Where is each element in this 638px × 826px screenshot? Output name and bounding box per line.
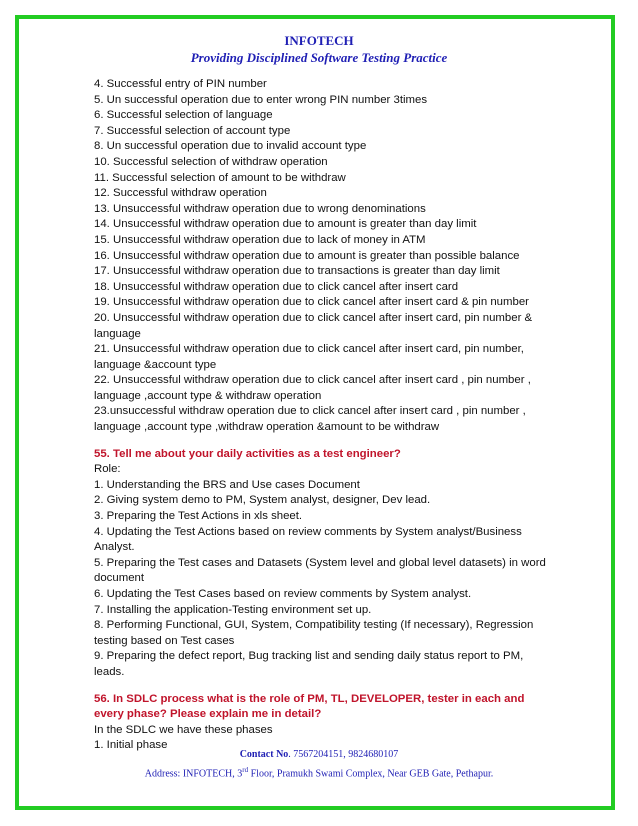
list-item: 5. Preparing the Test cases and Datasets (System level and global level datasets) in word document [94, 556, 546, 585]
list-item: 8. Un successful operation due to invalid account type [94, 140, 367, 153]
question-56-heading: 56. In SDLC process what is the role of PM, TL, DEVELOPER, tester in each and every phase? Please explain me in detail? [94, 692, 525, 721]
contact-line [0, 749, 638, 760]
list-item: 14. Unsuccessful withdraw operation due to amount is greater than day limit [94, 218, 477, 231]
company-tagline: Providing Disciplined Software Testing Practice [190, 50, 448, 65]
list-item: 3. Preparing the Test Actions in xls sheet. [94, 510, 303, 523]
address-prefix: Address: INFOTECH, 3 [144, 768, 243, 780]
list-item: 11. Successful selection of amount to be withdraw [94, 171, 346, 184]
list-item: 18. Unsuccessful withdraw operation due to click cancel after insert card [94, 280, 459, 293]
list-item: 7. Successful selection of account type [94, 124, 291, 137]
test-case-list [94, 77, 554, 436]
list-item: 15. Unsuccessful withdraw operation due to lack of money in ATM [94, 233, 426, 246]
list-item: 13. Unsuccessful withdraw operation due to wrong denominations [94, 202, 426, 215]
list-item: 1. Initial phase [94, 739, 168, 752]
activity-list [94, 478, 554, 681]
list-item: 9. Preparing the defect report, Bug tracking list and sending daily status report to PM, leads. [94, 650, 524, 678]
list-item: 4. Updating the Test Actions based on review comments by System analyst/Business Analyst. [94, 525, 522, 554]
list-item: 17. Unsuccessful withdraw operation due to transactions is greater than day limit [94, 265, 500, 278]
list-item: 10. Successful selection of withdraw operation [94, 155, 328, 168]
list-item: 19. Unsuccessful withdraw operation due to click cancel after insert card & pin number [94, 296, 529, 309]
address-suffix: Floor, Pramukh Swami Complex, Near GEB Gate, Pethapur. [248, 768, 494, 780]
list-item: 16. Unsuccessful withdraw operation due to amount is greater than possible balance [94, 249, 520, 262]
sdlc-intro: In the SDLC we have these phases [94, 723, 273, 736]
list-item: 6. Successful selection of language [94, 109, 273, 122]
address-line [0, 766, 638, 779]
document-body [94, 77, 554, 754]
list-item: 6. Updating the Test Cases based on review comments by System analyst. [94, 588, 472, 600]
list-item: 23.unsuccessful withdraw operation due to click cancel after insert card , pin number , language ,account type ,withdraw operation &amount to be withdraw [94, 405, 526, 434]
list-item: 1. Understanding the BRS and Use cases Document [94, 478, 360, 491]
contact-label: Contact No [239, 749, 289, 760]
list-item: 7. Installing the application-Testing environment set up. [94, 603, 372, 616]
list-item: 20. Unsuccessful withdraw operation due to click cancel after insert card, pin number & language [94, 311, 533, 340]
list-item: 8. Performing Functional, GUI, System, Compatibility testing (If necessary), Regression testing based on Test cases [94, 619, 534, 647]
list-item: 2. Giving system demo to PM, System analyst, designer, Dev lead. [94, 494, 431, 507]
address-superscript: rd [242, 766, 249, 774]
list-item: 12. Successful withdraw operation [94, 187, 267, 200]
list-item: 5. Un successful operation due to enter wrong PIN number 3times [94, 93, 428, 106]
contact-numbers: . 7567204151, 9824680107 [288, 749, 399, 760]
list-item: 4. Successful entry of PIN number [94, 78, 267, 90]
question-55-heading: 55. Tell me about your daily activities as a test engineer? [94, 447, 401, 460]
list-item: 21. Unsuccessful withdraw operation due to click cancel after insert card, pin number, language &account type [94, 343, 524, 371]
role-label: Role: [94, 463, 121, 476]
company-name: INFOTECH [284, 33, 354, 48]
list-item: 22. Unsuccessful withdraw operation due to click cancel after insert card , pin number , language ,account type & withdraw operation [94, 374, 531, 402]
